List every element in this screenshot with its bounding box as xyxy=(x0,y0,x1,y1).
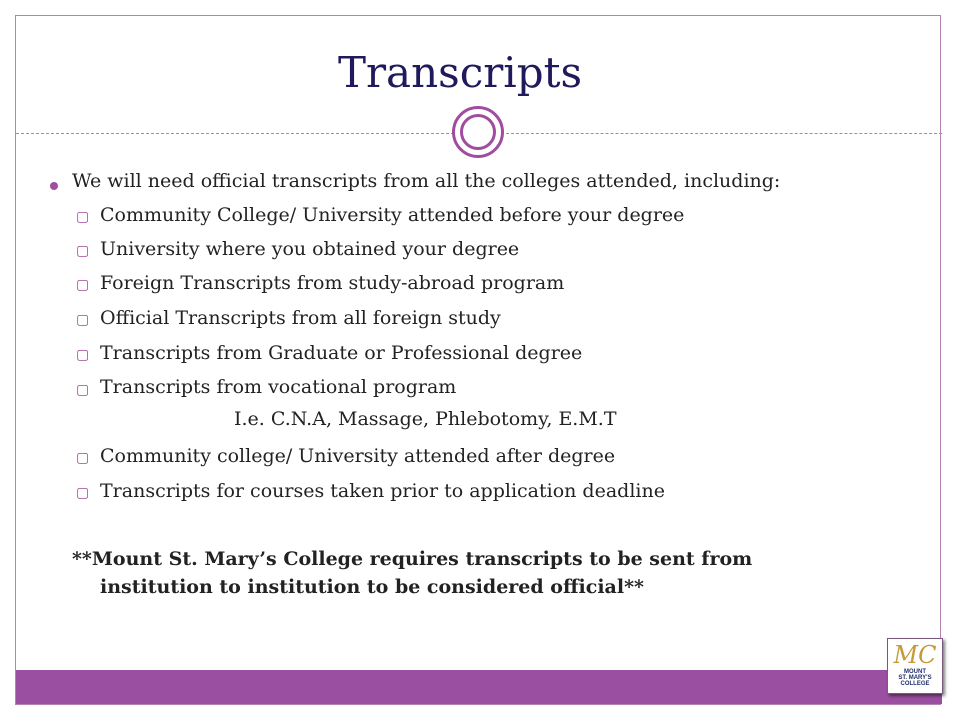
logo-text-line3: COLLEGE xyxy=(900,681,930,687)
decorative-ring-inner-icon xyxy=(460,114,496,150)
requirement-note-line2: institution to institution to be considered official** xyxy=(100,576,644,598)
square-bullet-icon: ▢ xyxy=(76,312,90,328)
square-bullet-icon: ▢ xyxy=(76,277,90,293)
logo-monogram: MC xyxy=(893,641,937,669)
square-bullet-icon: ▢ xyxy=(76,450,90,466)
logo-text-line2: ST. MARY'S xyxy=(898,675,932,681)
bullet-icon xyxy=(50,182,58,190)
title-divider-right xyxy=(506,133,942,134)
list-item: Transcripts for courses taken prior to application deadline xyxy=(100,480,665,502)
logo-wordmark xyxy=(888,669,942,687)
slide-title: Transcripts xyxy=(337,48,583,97)
list-item: Transcripts from Graduate or Professional degree xyxy=(100,342,583,364)
square-bullet-icon: ▢ xyxy=(76,347,90,363)
square-bullet-icon: ▢ xyxy=(76,209,90,225)
footer-bar xyxy=(16,670,942,704)
college-logo xyxy=(887,638,943,694)
logo-text-line1: MOUNT xyxy=(904,669,926,675)
intro-text: We will need official transcripts from all the colleges attended, including: xyxy=(72,170,781,192)
list-item: Official Transcripts from all foreign study xyxy=(100,307,501,329)
list-item: Community College/ University attended before your degree xyxy=(100,204,685,226)
example-line: I.e. C.N.A, Massage, Phlebotomy, E.M.T xyxy=(234,408,617,430)
square-bullet-icon: ▢ xyxy=(76,485,90,501)
list-item: Transcripts from vocational program xyxy=(100,376,457,398)
square-bullet-icon: ▢ xyxy=(76,243,90,259)
requirement-note-line1: **Mount St. Mary’s College requires transcripts to be sent from xyxy=(72,548,753,570)
list-item: Community college/ University attended after degree xyxy=(100,445,616,467)
list-item: University where you obtained your degree xyxy=(100,238,520,260)
title-divider-left xyxy=(16,133,454,134)
square-bullet-icon: ▢ xyxy=(76,382,90,398)
list-item: Foreign Transcripts from study-abroad program xyxy=(100,272,565,294)
